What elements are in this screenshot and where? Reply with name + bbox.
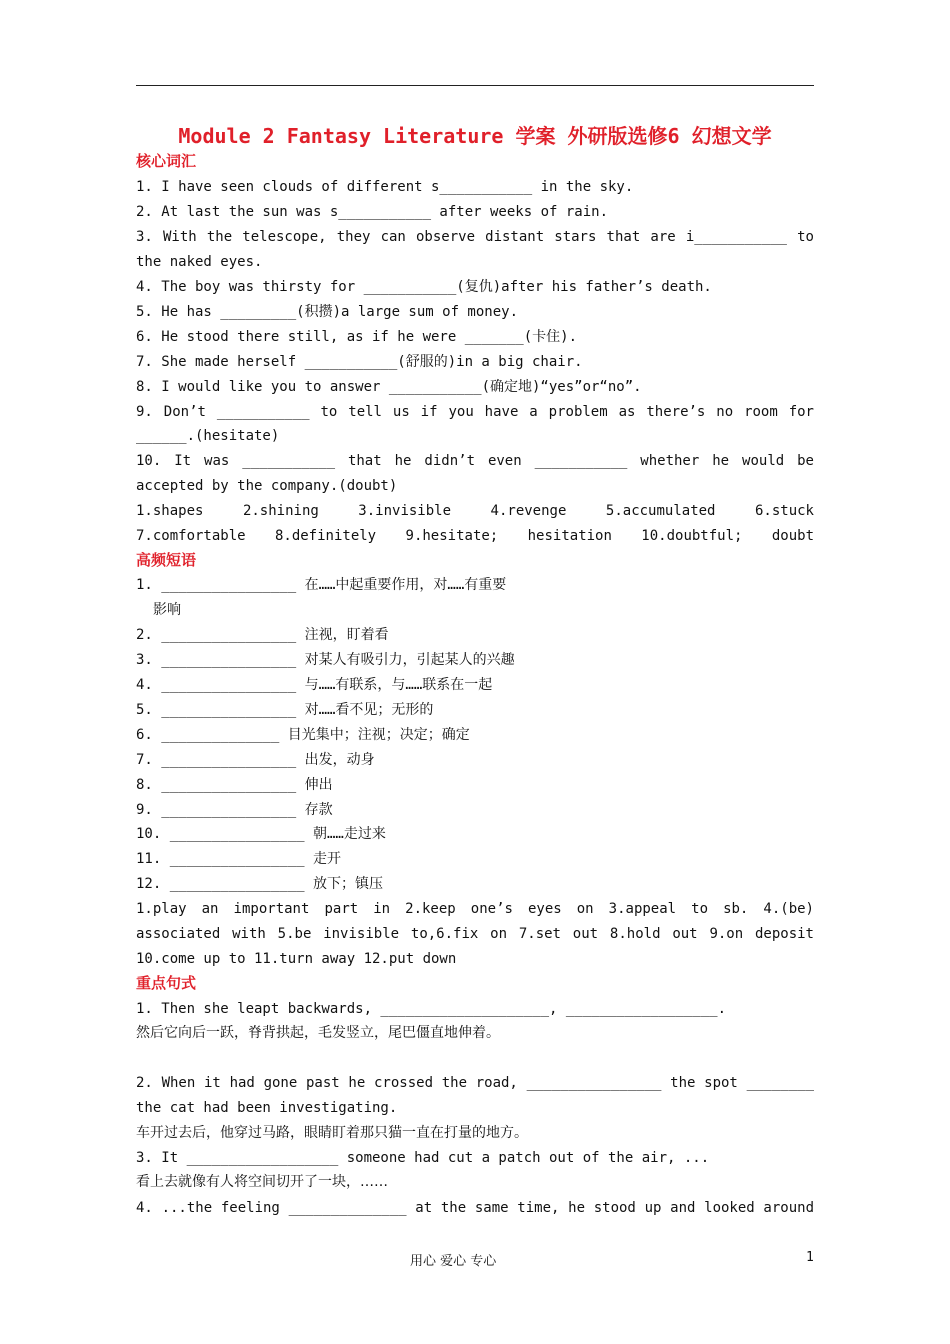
text-line: 7. She made herself ___________(舒服的)in a big chair. (136, 354, 583, 370)
text-line: ______.(hesitate) (136, 428, 280, 444)
text-line: 11. ________________ 走开 (136, 851, 342, 867)
text-line: 1. Then she leapt backwards, ____________________, __________________. (136, 1001, 727, 1017)
text-line: 影响 (153, 602, 181, 618)
text-line: 2. ________________ 注视，盯着看 (136, 627, 389, 643)
text-line: 8. I would like you to answer ___________(确定地)“yes”or“no”. (136, 379, 642, 395)
text-line: accepted by the company.(doubt) (136, 478, 398, 494)
text-line: 3. With the telescope, they can observe distant stars that are i___________ to (136, 229, 814, 245)
text-line: 6. He stood there still, as if he were _______(卡住). (136, 329, 578, 345)
answer-line: 7.comfortable 8.definitely 9.hesitate; hesitation 10.doubtful; doubt (136, 528, 814, 544)
text-line: 10. It was ___________ that he didn’t even ___________ whether he would be (136, 453, 814, 469)
text-line: 3. ________________ 对某人有吸引力，引起某人的兴趣 (136, 652, 515, 668)
text-line: 4. The boy was thirsty for ___________(复仇)after his father’s death. (136, 279, 712, 295)
header-rule (136, 85, 814, 86)
text-line: 然后它向后一跃，脊背拱起，毛发竖立，尾巴僵直地伸着。 (136, 1025, 500, 1041)
footer-text: 用心 爱心 专心 (410, 1254, 497, 1269)
text-line: the cat had been investigating. (136, 1100, 398, 1116)
text-line: 4. ...the feeling ______________ at the same time, he stood up and looked around (136, 1200, 814, 1216)
text-line: the naked eyes. (136, 254, 263, 270)
text-line: 2. When it had gone past he crossed the road, ________________ the spot ________ (136, 1075, 814, 1091)
text-line: 9. Don’t ___________ to tell us if you have a problem as there’s no room for (136, 404, 814, 420)
text-line: 车开过去后，他穿过马路，眼睛盯着那只猫一直在打量的地方。 (136, 1125, 528, 1141)
page-title: Module 2 Fantasy Literature 学案 外研版选修6 幻想文学 (178, 124, 772, 148)
answer-line: associated with 5.be invisible to,6.fix on 7.set out 8.hold out 9.on deposit (136, 926, 814, 942)
text-line: 6. ______________ 目光集中；注视；决定；确定 (136, 727, 470, 743)
answer-line: 1.shapes 2.shining 3.invisible 4.revenge 5.accumulated 6.stuck (136, 503, 814, 519)
answer-line: 1.play an important part in 2.keep one’s eyes on 3.appeal to sb. 4.(be) (136, 901, 814, 917)
text-line: 5. He has _________(积攒)a large sum of money. (136, 304, 519, 320)
text-line: 2. At last the sun was s___________ after weeks of rain. (136, 204, 609, 220)
section-heading-core-vocab: 核心词汇 (136, 152, 197, 170)
answer-line: 10.come up to 11.turn away 12.put down (136, 951, 457, 967)
text-line: 3. It __________________ someone had cut a patch out of the air, ... (136, 1150, 710, 1166)
text-line: 7. ________________ 出发，动身 (136, 752, 375, 768)
text-line: 4. ________________ 与……有联系，与……联系在一起 (136, 677, 493, 693)
text-line: 8. ________________ 伸出 (136, 777, 333, 793)
text-line: 5. ________________ 对……看不见；无形的 (136, 702, 434, 718)
text-line: 1. I have seen clouds of different s___________ in the sky. (136, 179, 634, 195)
page-number: 1 (806, 1250, 814, 1265)
text-line: 12. ________________ 放下；镇压 (136, 876, 384, 892)
text-line: 看上去就像有人将空间切开了一块，…… (136, 1174, 388, 1190)
text-line: 10. ________________ 朝……走过来 (136, 826, 386, 842)
section-heading-sentences: 重点句式 (136, 974, 197, 992)
text-line: 1. ________________ 在……中起重要作用，对……有重要 (136, 577, 507, 593)
text-line: 9. ________________ 存款 (136, 802, 333, 818)
section-heading-phrases: 高频短语 (136, 551, 197, 569)
